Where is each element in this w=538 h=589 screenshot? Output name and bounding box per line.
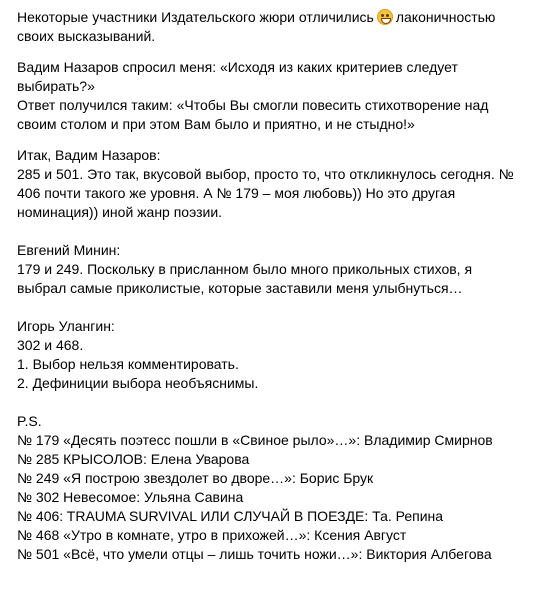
nazarov-heading: Итак, Вадим Назаров: xyxy=(17,147,161,163)
intro-line-2: своих высказываний. xyxy=(17,28,156,44)
grinning-face-icon xyxy=(377,9,393,25)
answer-line-1: Ответ получился таким: «Чтобы Вы смогли повесить стихотворение над xyxy=(17,97,489,113)
ulangin-line-1: 302 и 468. xyxy=(17,337,84,353)
minin-line-1: 179 и 249. Поскольку в присланном было много прикольных стихов, я xyxy=(17,261,473,277)
ps-item: № 285 КРЫСОЛОВ: Елена Уварова xyxy=(17,451,250,467)
ps-item: № 406: TRAUMA SURVIVAL ИЛИ СЛУЧАЙ В ПОЕЗДЕ: Та. Репина xyxy=(17,508,444,524)
ulangin-line-2: 1. Выбор нельзя комментировать. xyxy=(17,356,239,372)
ps-item: № 468 «Утро в комнате, утро в прихожей…»: Ксения Август xyxy=(17,527,407,543)
intro-text: Некоторые участники Издательского жюри отличились xyxy=(17,9,374,25)
nazarov-line-1: 285 и 501. Это так, вкусовой выбор, просто то, что откликнулось сегодня. № xyxy=(17,166,514,182)
nazarov-line-3: номинация)) иной жанр поэзии. xyxy=(17,204,223,220)
ps-item: № 302 Невесомое: Ульяна Савина xyxy=(17,489,244,505)
ps-item: № 501 «Всё, что умели отцы – лишь точить ножи…»: Виктория Албегова xyxy=(17,546,492,562)
ps-item: № 179 «Десять поэтесс пошли в «Свиное рыло»…»: Владимир Смирнов xyxy=(17,432,493,448)
nazarov-line-2: 406 почти такого же уровня. А № 179 – моя любовь)) Но это другая xyxy=(17,185,456,201)
minin-line-2: выбрал самые приколистые, которые заставили меня улыбнуться… xyxy=(17,280,463,296)
intro-line xyxy=(17,8,532,27)
ps-item: № 249 «Я построю звездолет во дворе…»: Борис Брук xyxy=(17,470,374,486)
ps-heading: P.S. xyxy=(17,413,42,429)
ulangin-line-3: 2. Дефиниции выбора необъяснимы. xyxy=(17,375,259,391)
intro-text-continued: лаконичностью xyxy=(395,9,496,25)
question-line-1: Вадим Назаров спросил меня: «Исходя из каких критериев следует xyxy=(17,59,458,75)
question-line-2: выбирать?» xyxy=(17,78,95,94)
minin-heading: Евгений Минин: xyxy=(17,242,121,258)
ulangin-heading: Игорь Улангин: xyxy=(17,318,115,334)
post-text xyxy=(17,8,532,564)
answer-line-2: своим столом и при этом Вам было и приятно, и не стыдно!» xyxy=(17,116,415,132)
